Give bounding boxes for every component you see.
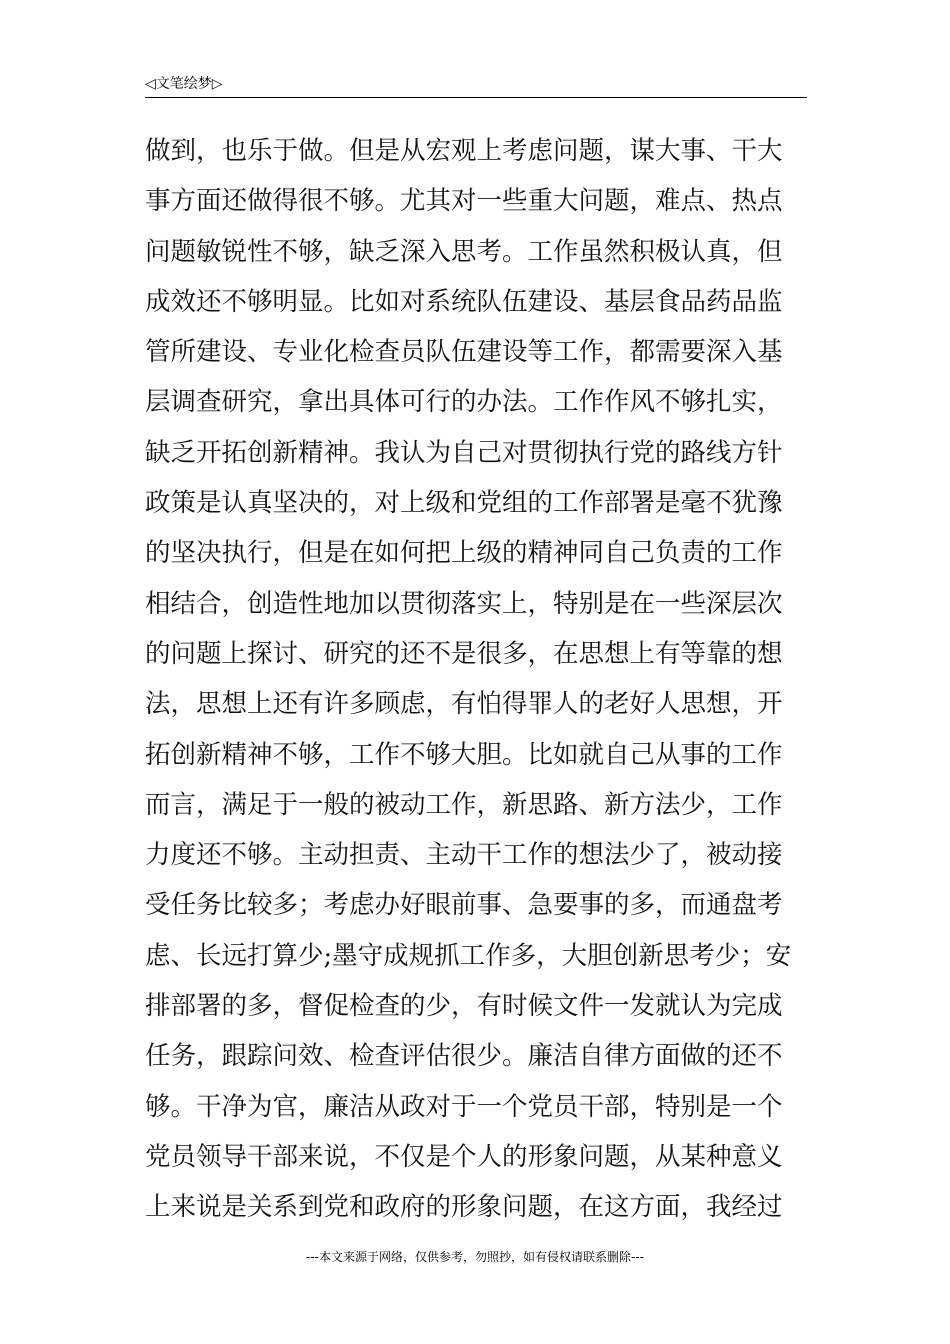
text-line: 力度还不够。主动担责、主动干工作的想法少了，被动接 [145,840,783,871]
text-line: 虑、长远打算少;墨守成规抓工作多，大胆创新思考少；安 [145,940,792,971]
text-line: 管所建设、专业化检查员队伍建设等工作，都需要深入基 [145,337,783,368]
text-line: 层调查研究，拿出具体可行的办法。工作作风不够扎实， [145,387,783,418]
text-line: 相结合，创造性地加以贯彻落实上，特别是在一些深层次 [145,588,783,619]
text-line: 政策是认真坚决的，对上级和党组的工作部署是毫不犹豫 [145,488,783,519]
text-line: 成效还不够明显。比如对系统队伍建设、基层食品药品监 [145,286,783,317]
text-line: 做到，也乐于做。但是从宏观上考虑问题，谋大事、干大 [145,136,783,166]
text-line: 够。干净为官，廉洁从政对于一个党员干部，特别是一个 [145,1091,783,1122]
body-paragraph [145,126,807,1233]
text-line: 法，思想上还有许多顾虑，有怕得罪人的老好人思想，开 [145,689,783,720]
text-line: 任务，跟踪问效、检查评估很少。廉洁自律方面做的还不 [145,1041,783,1072]
text-line: 的坚决执行，但是在如何把上级的精神同自己负责的工作 [145,538,783,569]
page-header-title: ◁文笔绘梦▷ [145,76,223,92]
header-divider [145,97,807,98]
text-line: 上来说是关系到党和政府的形象问题，在这方面，我经过 [145,1192,783,1223]
page-footer-notice: ---本文来源于网络，仅供参考，勿照抄，如有侵权请联系删除--- [306,1250,644,1264]
text-line: 事方面还做得很不够。尤其对一些重大问题，难点、热点 [145,186,783,217]
text-line: 拓创新精神不够，工作不够大胆。比如就自己从事的工作 [145,739,783,770]
text-line: 问题敏锐性不够，缺乏深入思考。工作虽然积极认真，但 [145,236,783,267]
text-line: 排部署的多，督促检查的少，有时候文件一发就认为完成 [145,991,783,1022]
text-line: 缺乏开拓创新精神。我认为自己对贯彻执行党的路线方针 [145,437,783,468]
text-line: 的问题上探讨、研究的还不是很多，在思想上有等靠的想 [145,638,783,669]
text-line: 受任务比较多；考虑办好眼前事、急要事的多，而通盘考 [145,890,783,921]
text-line: 党员领导干部来说，不仅是个人的形象问题，从某种意义 [145,1141,783,1172]
text-line: 而言，满足于一般的被动工作，新思路、新方法少，工作 [145,789,783,820]
